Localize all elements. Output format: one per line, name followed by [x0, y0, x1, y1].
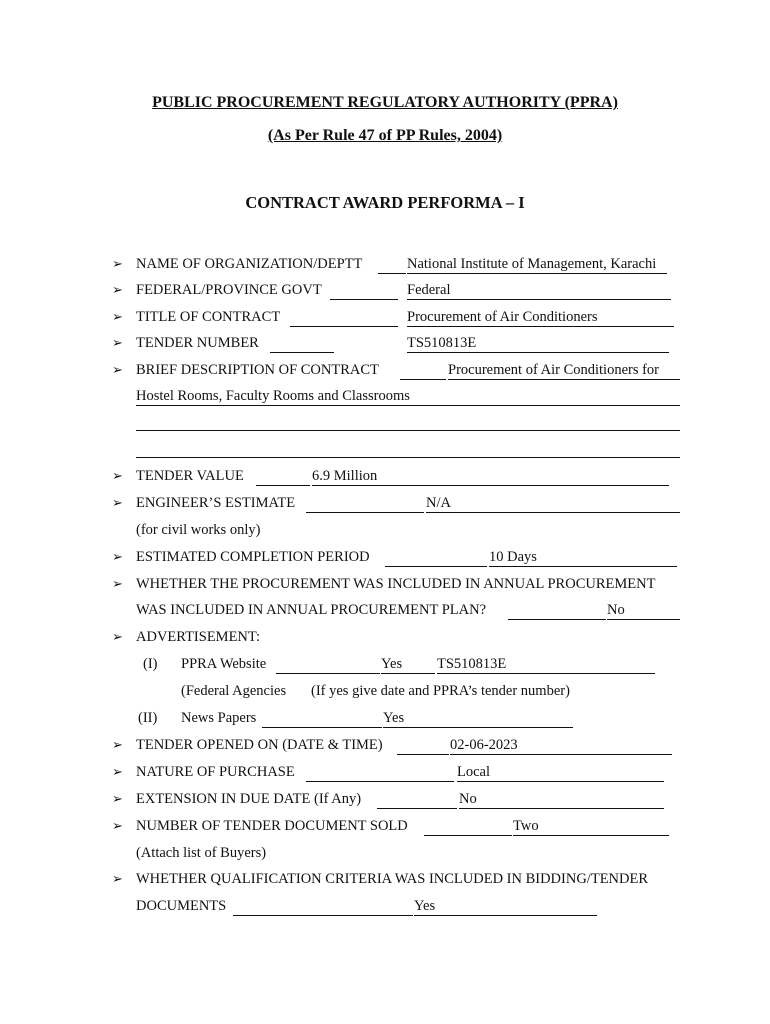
news-papers-num: (II): [138, 710, 158, 726]
govt-label: FEDERAL/PROVINCE GOVT: [136, 282, 322, 298]
opened-on-blank: [397, 737, 449, 755]
advertisement-row: [0, 629, 770, 647]
completion-period-blank: [385, 549, 487, 567]
engineer-estimate-label: ENGINEER’S ESTIMATE: [136, 495, 296, 511]
govt-blank: [330, 282, 398, 300]
news-papers-blank: [262, 710, 382, 728]
tender-value-blank: [256, 468, 310, 486]
extension-label: EXTENSION IN DUE DATE (If Any): [136, 791, 362, 807]
description-blank: [400, 362, 446, 380]
advertisement-label: ADVERTISEMENT:: [136, 629, 261, 645]
annual-plan-value: No: [607, 602, 680, 620]
nature-label: NATURE OF PURCHASE: [136, 764, 295, 780]
title-blank: [290, 309, 398, 327]
description-blank-line-4: [0, 440, 770, 458]
tender-number-label: TENDER NUMBER: [136, 335, 259, 351]
opened-on-value: 02-06-2023: [450, 737, 672, 755]
engineer-estimate-row: [0, 495, 770, 513]
engineer-estimate-note-row: [0, 522, 770, 540]
nature-row: [0, 764, 770, 782]
description-value-line2: Hostel Rooms, Faculty Rooms and Classrooms: [136, 388, 410, 404]
engineer-estimate-value: N/A: [426, 495, 680, 513]
description-row: [0, 362, 770, 380]
opened-on-row: [0, 737, 770, 755]
opened-on-label: TENDER OPENED ON (DATE & TIME): [136, 737, 383, 753]
description-blank-line-3: [0, 413, 770, 431]
docs-sold-blank: [424, 818, 512, 836]
organization-row: [0, 256, 770, 274]
qualification-blank: [233, 898, 413, 916]
nature-value: Local: [457, 764, 664, 782]
arrow-bullet-icon: ➢: [112, 468, 123, 483]
qualification-value: Yes: [414, 898, 597, 916]
annual-plan-row: [0, 576, 770, 594]
govt-value: Federal: [407, 282, 671, 300]
arrow-bullet-icon: ➢: [112, 256, 123, 271]
docs-sold-note: (Attach list of Buyers): [136, 845, 267, 861]
tender-value-value: 6.9 Million: [312, 468, 669, 486]
annual-plan-row-2: [0, 602, 770, 620]
tender-number-value: TS510813E: [407, 335, 669, 353]
arrow-bullet-icon: ➢: [112, 629, 123, 644]
docs-sold-label: NUMBER OF TENDER DOCUMENT SOLD: [136, 818, 408, 834]
nature-blank: [306, 764, 454, 782]
arrow-bullet-icon: ➢: [112, 737, 123, 752]
arrow-bullet-icon: ➢: [112, 335, 123, 350]
ppra-website-label: PPRA Website: [181, 656, 267, 672]
ppra-website-blank: [276, 656, 380, 674]
arrow-bullet-icon: ➢: [112, 309, 123, 324]
completion-period-label: ESTIMATED COMPLETION PERIOD: [136, 549, 370, 565]
organization-blank: [378, 256, 406, 274]
engineer-estimate-blank: [306, 495, 424, 513]
arrow-bullet-icon: ➢: [112, 495, 123, 510]
qualification-label-line2: DOCUMENTS: [136, 898, 227, 914]
completion-period-value: 10 Days: [489, 549, 677, 567]
arrow-bullet-icon: ➢: [112, 576, 123, 591]
engineer-estimate-note: (for civil works only): [136, 522, 261, 538]
blank-line: [136, 413, 680, 431]
authority-title: PUBLIC PROCUREMENT REGULATORY AUTHORITY (PPRA): [152, 94, 618, 111]
rule-subtitle: (As Per Rule 47 of PP Rules, 2004): [267, 127, 503, 144]
ppra-website-value: Yes: [381, 656, 435, 674]
qualification-label-line1: WHETHER QUALIFICATION CRITERIA WAS INCLUDED IN BIDDING/TENDER: [136, 871, 649, 887]
arrow-bullet-icon: ➢: [112, 871, 123, 886]
annual-plan-blank: [508, 602, 606, 620]
extension-blank: [377, 791, 457, 809]
organization-label: NAME OF ORGANIZATION/DEPTT: [136, 256, 363, 272]
arrow-bullet-icon: ➢: [112, 764, 123, 779]
tender-value-label: TENDER VALUE: [136, 468, 244, 484]
tender-number-row: [0, 335, 770, 353]
ppra-note-row: [0, 683, 770, 701]
ppra-note-detail: (If yes give date and PPRA’s tender number): [311, 683, 570, 699]
description-row-2: [0, 388, 770, 406]
title-value: Procurement of Air Conditioners: [407, 309, 674, 327]
annual-plan-label-line1: WHETHER THE PROCUREMENT WAS INCLUDED IN ANNUAL PROCUREMENT: [136, 576, 656, 592]
completion-period-row: [0, 549, 770, 567]
blank-line: [136, 440, 680, 458]
news-papers-value: Yes: [383, 710, 573, 728]
arrow-bullet-icon: ➢: [112, 818, 123, 833]
ppra-website-row: [0, 656, 770, 674]
arrow-bullet-icon: ➢: [112, 791, 123, 806]
tender-number-blank: [270, 335, 334, 353]
title-label: TITLE OF CONTRACT: [136, 309, 281, 325]
qualification-row: [0, 871, 770, 889]
extension-row: [0, 791, 770, 809]
arrow-bullet-icon: ➢: [112, 282, 123, 297]
annual-plan-label-line2: WAS INCLUDED IN ANNUAL PROCUREMENT PLAN?: [136, 602, 487, 618]
docs-sold-note-row: [0, 845, 770, 863]
ppra-tender-number: TS510813E: [437, 656, 655, 674]
govt-row: [0, 282, 770, 300]
extension-value: No: [459, 791, 664, 809]
news-papers-label: News Papers: [181, 710, 257, 726]
title-row: [0, 309, 770, 327]
docs-sold-row: [0, 818, 770, 836]
ppra-website-num: (I): [143, 656, 158, 672]
tender-value-row: [0, 468, 770, 486]
ppra-note-federal: (Federal Agencies: [181, 683, 287, 699]
organization-value: National Institute of Management, Karachi: [407, 256, 667, 274]
arrow-bullet-icon: ➢: [112, 549, 123, 564]
form-title: CONTRACT AWARD PERFORMA – I: [245, 193, 525, 212]
qualification-row-2: [0, 898, 770, 916]
arrow-bullet-icon: ➢: [112, 362, 123, 377]
description-value-line1: Procurement of Air Conditioners for: [448, 362, 680, 380]
docs-sold-value: Two: [513, 818, 669, 836]
news-papers-row: [0, 710, 770, 728]
description-label: BRIEF DESCRIPTION OF CONTRACT: [136, 362, 379, 378]
